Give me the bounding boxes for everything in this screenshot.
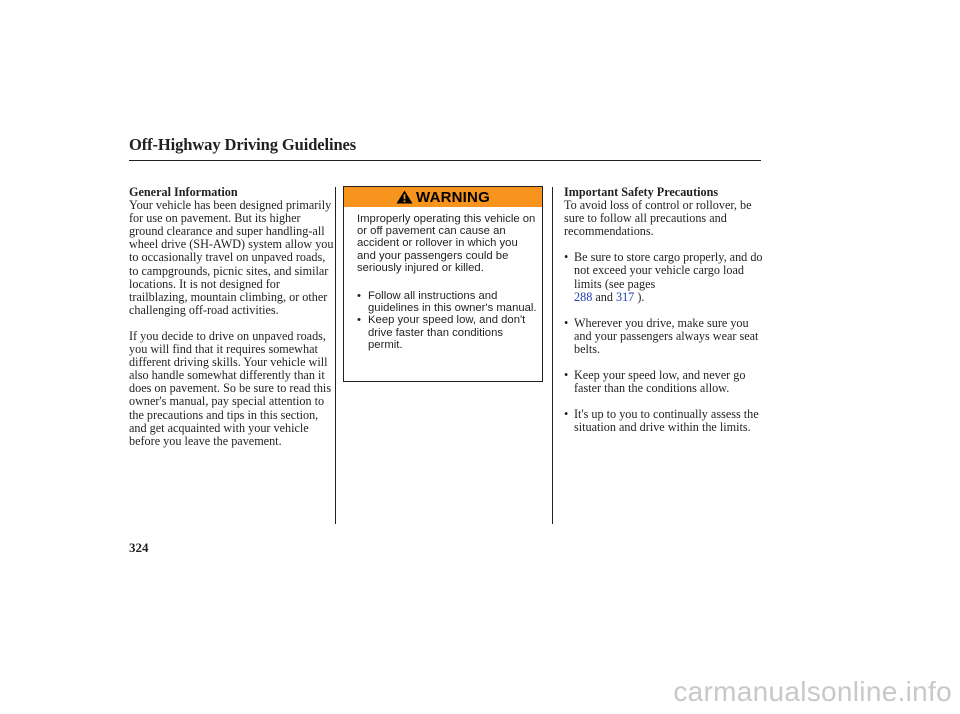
safety-precautions-heading: Important Safety Precautions: [564, 185, 719, 199]
warning-bullet: • Keep your speed low, and don't drive faster than conditions permit.: [357, 314, 537, 351]
page-link-317[interactable]: 317: [615, 289, 635, 304]
safety-bullet: • It's up to you to continually assess the situation and drive within the limits.: [564, 408, 769, 434]
watermark: carmanualsonline.info: [673, 676, 952, 707]
general-information-heading: General Information: [129, 185, 238, 199]
safety-bullet-cargo: [564, 251, 769, 303]
column-divider-left: [335, 187, 336, 524]
general-information-paragraph-2: If you decide to drive on unpaved roads, you will find that it requires somewhat different driving skills. Your vehicle will also handle somewhat differently than it does on pavement. So be sure to read this owner's manual, pay special attention to the precautions and tips in this section, and get acquainted with your vehicle before you leave the pavement.: [129, 328, 332, 448]
cargo-bullet-tail: ).: [637, 289, 645, 304]
warning-box: [343, 186, 543, 382]
warning-banner: [344, 187, 542, 207]
warning-label: WARNING: [416, 188, 490, 206]
cargo-bullet-joiner: and: [595, 289, 613, 304]
title-rule: [129, 160, 761, 161]
warning-bullet: • Follow all instructions and guidelines in this owner's manual.: [357, 290, 537, 314]
safety-bullet: • Keep your speed low, and never go faster than the conditions allow.: [564, 369, 769, 395]
warning-bullet-list: [357, 290, 537, 351]
safety-precautions-section: [564, 186, 769, 447]
warning-triangle-icon: [396, 190, 413, 204]
column-divider-right: [552, 187, 553, 524]
safety-bullet-list: [564, 251, 769, 434]
page-number: 324: [129, 540, 149, 555]
safety-precautions-intro: To avoid loss of control or rollover, be sure to follow all precautions and recommendations.: [564, 198, 752, 239]
page-link-288[interactable]: 288: [574, 289, 593, 304]
safety-bullet: • Wherever you drive, make sure you and your passengers always wear seat belts.: [564, 317, 769, 356]
page-title: Off-Highway Driving Guidelines: [129, 135, 357, 154]
general-information-paragraph-1: Your vehicle has been designed primarily for use on pavement. But its higher ground clearance and super handling-all wheel drive (SH-AWD) system allow you to occasionally travel on unpaved roads, to campgrounds, picnic sites, and similar locations. It is not designed for trailblazing, mountain climbing, or other challenging off-road activities.: [129, 198, 334, 317]
cargo-bullet-text: Be sure to store cargo properly, and do not exceed your vehicle cargo load limits (see pages: [574, 250, 763, 291]
warning-intro: Improperly operating this vehicle on or off pavement can cause an accident or rollover in which you and your passengers could be seriously injured or killed.: [357, 213, 536, 274]
general-information-section: [129, 186, 334, 448]
warning-body: [357, 213, 537, 351]
